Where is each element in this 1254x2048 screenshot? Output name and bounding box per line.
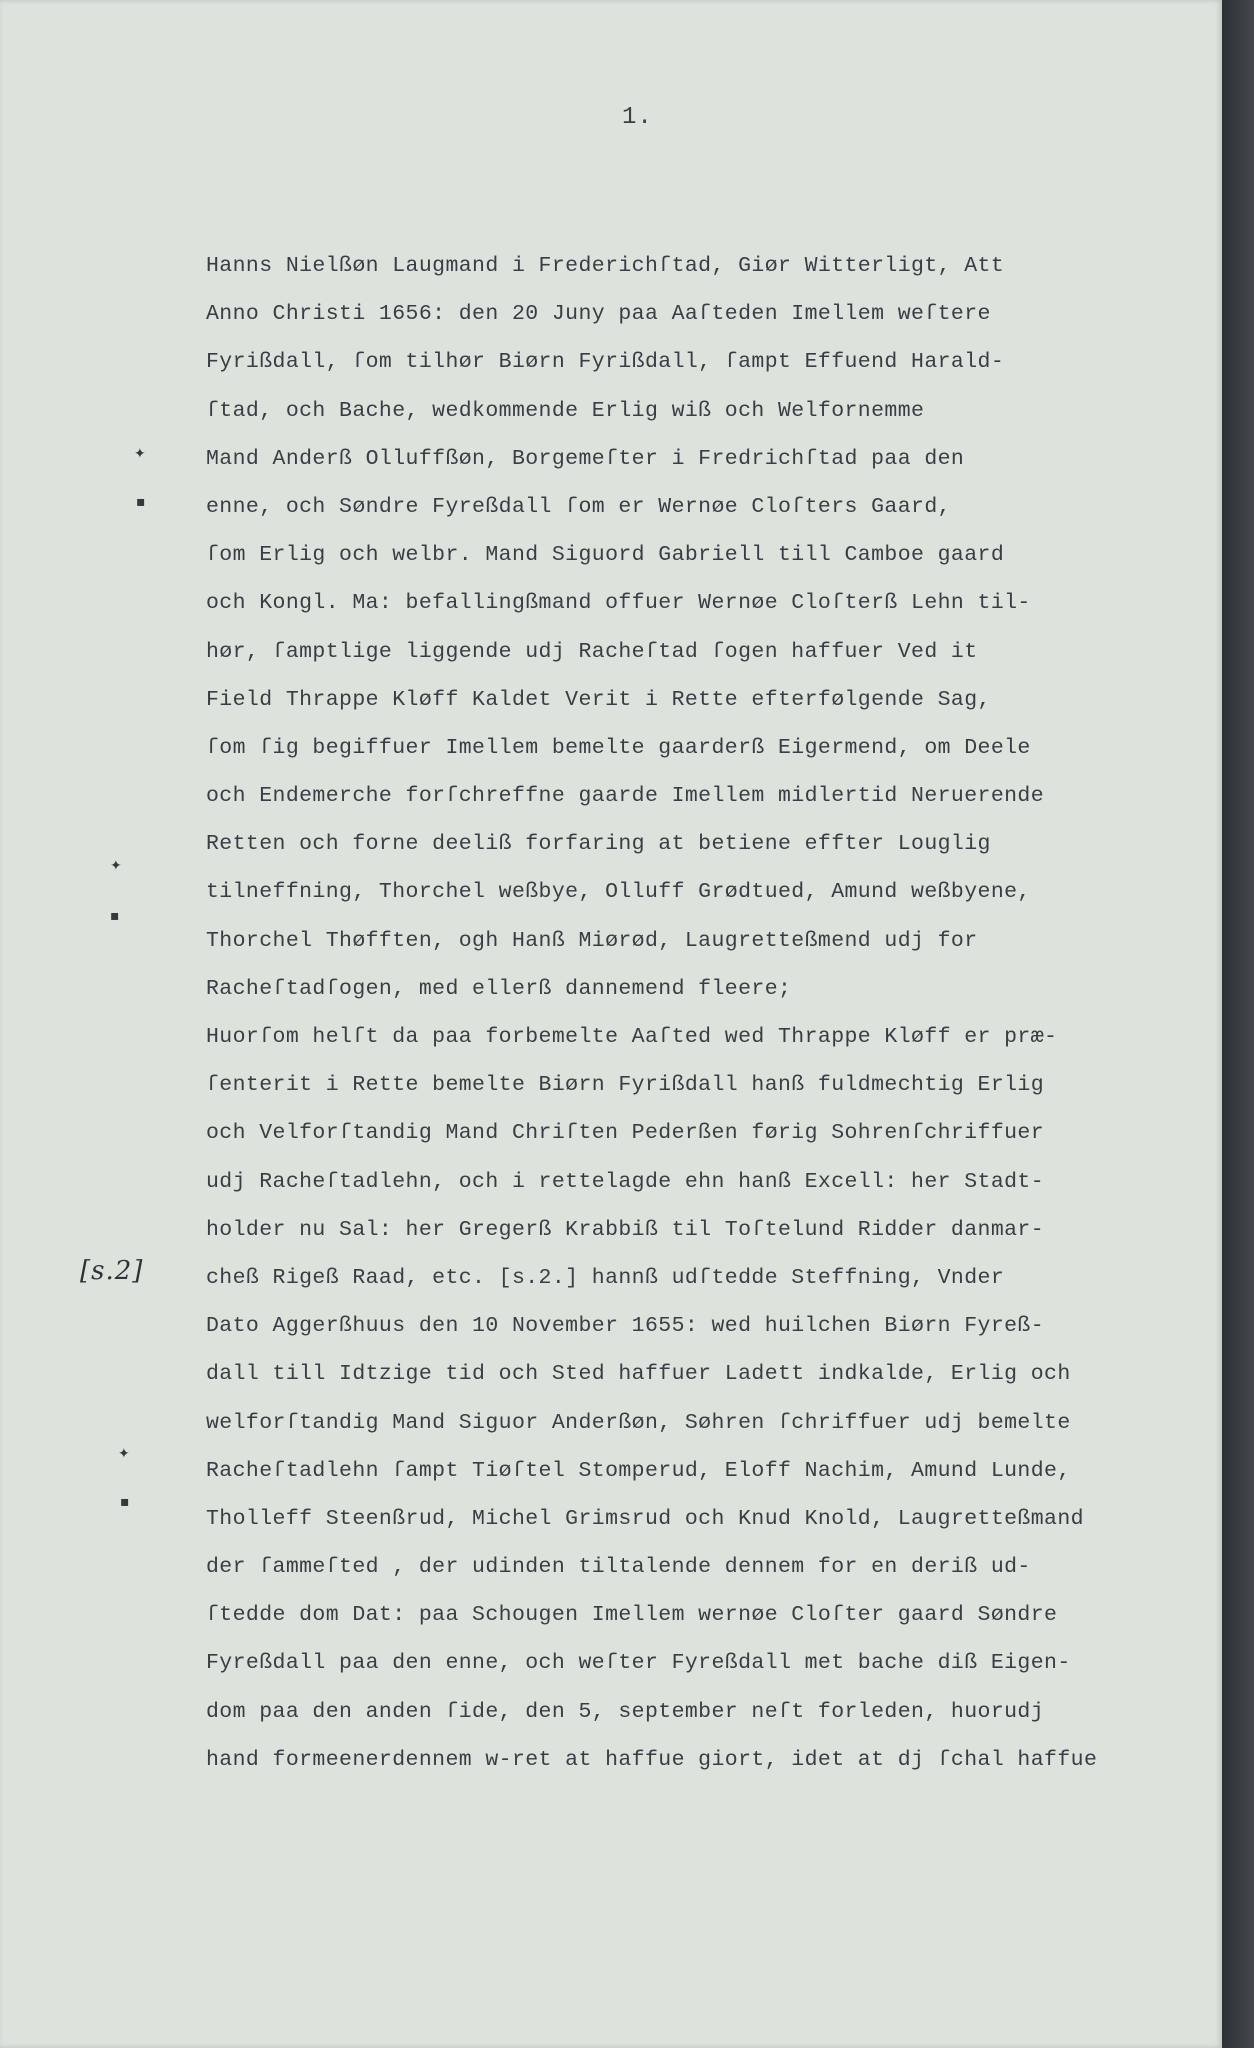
text-line: Field Thrappe Kløff Kaldet Verit i Rette efterfølgende Sag,	[206, 687, 991, 712]
text-line: Retten och forne deeliß forfaring at betiene effter Louglig	[206, 832, 991, 857]
text-line: ſom ſig begiffuer Imellem bemelte gaarderß Eigermend, om Deele	[206, 735, 1031, 760]
text-line: enne, och Søndre Fyreßdall ſom er Wernøe Cloſters Gaard,	[206, 494, 951, 519]
text-line: ſtad, och Bache, wedkommende Erlig wiß och Welfornemme	[206, 398, 925, 423]
text-line: ſtedde dom Dat: paa Schougen Imellem wernøe Cloſter gaard Søndre	[206, 1603, 1058, 1628]
text-line: cheß Rigeß Raad, etc. [s.2.] hannß udſtedde Steffning, Vnder	[206, 1265, 1005, 1290]
margin-mark: ✦	[118, 1446, 130, 1462]
page-edge	[1222, 0, 1254, 2048]
text-line: Hanns Nielßøn Laugmand i Frederichſtad, Giør Witterligt, Att	[206, 254, 1005, 278]
text-line: Racheſtadſogen, med ellerß dannemend fleere;	[206, 976, 792, 1001]
text-line: ſenterit i Rette bemelte Biørn Fyrißdall hanß fuldmechtig Erlig	[206, 1073, 1045, 1098]
text-line: hør, ſamptlige liggende udj Racheſtad ſogen haffuer Ved it	[206, 639, 978, 664]
margin-mark: ✦	[134, 446, 146, 462]
page-number: 1.	[622, 104, 653, 131]
text-line: tilneffning, Thorchel weßbye, Olluff Grødtued, Amund weßbyene,	[206, 880, 1031, 905]
text-line: ſom Erlig och welbr. Mand Siguord Gabriell till Camboe gaard	[206, 543, 1005, 568]
document-body	[206, 242, 1186, 1784]
text-line: der ſammeſted , der udinden tiltalende dennem for en deriß ud-	[206, 1555, 1031, 1580]
text-line: udj Racheſtadlehn, och i rettelagde ehn hanß Excell: her Stadt-	[206, 1169, 1045, 1194]
margin-mark: ▪	[136, 494, 146, 510]
text-line: Fyreßdall paa den enne, och weſter Fyreßdall met bache diß Eigen-	[206, 1651, 1071, 1676]
margin-mark: ▪	[120, 1494, 130, 1510]
margin-mark: ▪	[110, 908, 120, 924]
text-line: dom paa den anden ſide, den 5, september neſt forleden, huorudj	[206, 1699, 1045, 1724]
text-line: Thorchel Thøfften, ogh Hanß Miørød, Laugretteßmend udj for	[206, 928, 978, 953]
text-line: Tholleff Steenßrud, Michel Grimsrud och Knud Knold, Laugretteßmand	[206, 1506, 1084, 1531]
text-line: dall till Idtzige tid och Sted haffuer Ladett indkalde, Erlig och	[206, 1362, 1071, 1387]
text-line: Huorſom helſt da paa forbemelte Aaſted wed Thrappe Kløff er præ-	[206, 1025, 1058, 1049]
margin-note: [s.2]	[80, 1256, 144, 1286]
text-line: Fyrißdall, ſom tilhør Biørn Fyrißdall, ſampt Effuend Harald-	[206, 350, 1005, 375]
text-line: Anno Christi 1656: den 20 Juny paa Aaſteden Imellem weſtere	[206, 302, 991, 327]
text-line: holder nu Sal: her Gregerß Krabbiß til Toſtelund Ridder danmar-	[206, 1217, 1045, 1242]
text-line: och Velforſtandig Mand Chriſten Pederßen førig Sohrenſchriffuer	[206, 1121, 1045, 1146]
text-line: welforſtandig Mand Siguor Anderßøn, Søhren ſchriffuer udj bemelte	[206, 1410, 1071, 1435]
text-line: Racheſtadlehn ſampt Tiøſtel Stomperud, Eloff Nachim, Amund Lunde,	[206, 1458, 1071, 1483]
text-line: och Endemerche forſchreffne gaarde Imellem midlertid Neruerende	[206, 784, 1045, 809]
text-line: Mand Anderß Olluffßøn, Borgemeſter i Fredrichſtad paa den	[206, 446, 965, 471]
text-line: Dato Aggerßhuus den 10 November 1655: wed huilchen Biørn Fyreß-	[206, 1314, 1045, 1339]
margin-mark: ✦	[110, 858, 122, 874]
text-line: hand formeenerdennem w-ret at haffue giort, idet at dj ſchal haffue	[206, 1747, 1098, 1772]
text-line: och Kongl. Ma: befallingßmand offuer Wernøe Cloſterß Lehn til-	[206, 591, 1031, 616]
